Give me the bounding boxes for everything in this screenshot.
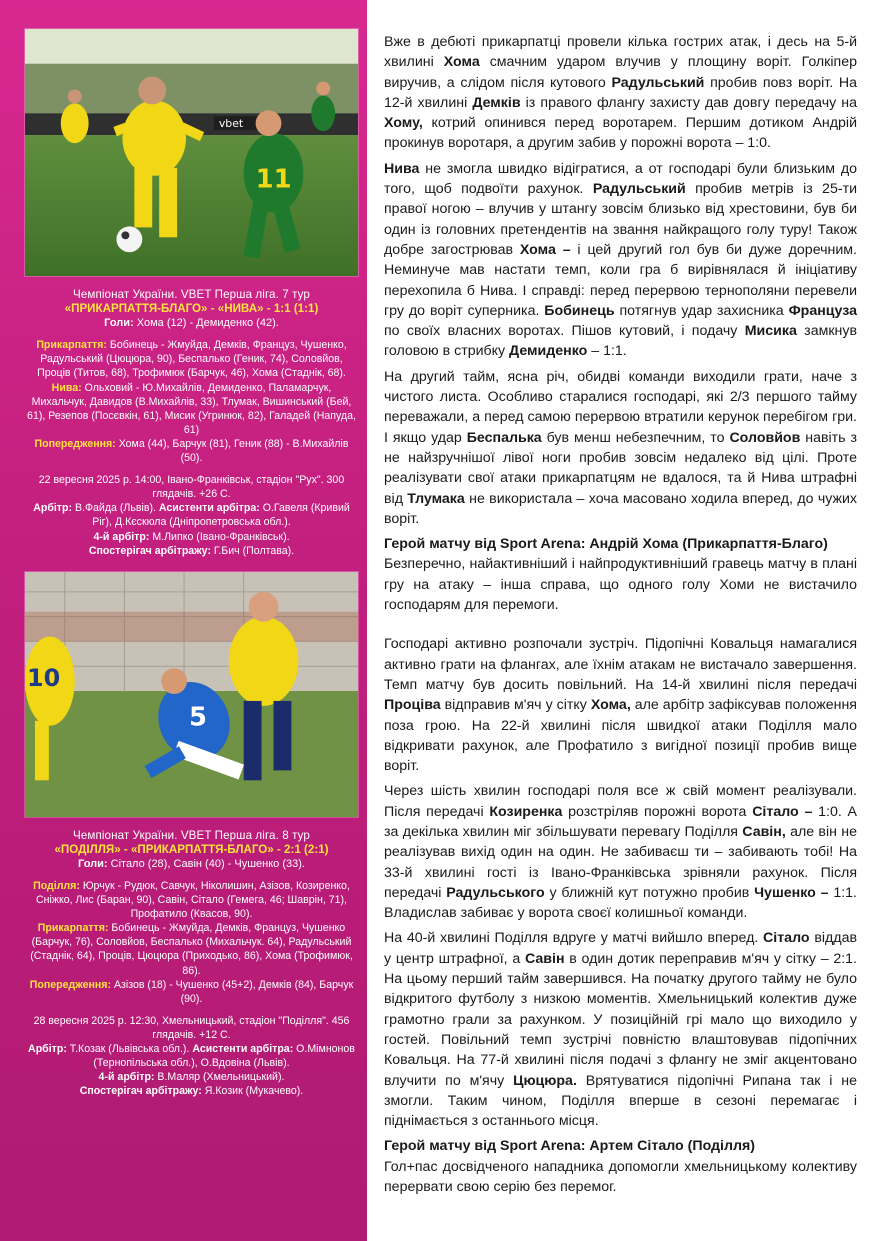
match2-referee-label: Арбітр: [28,1043,67,1055]
match1-observer-value: Г.Бич (Полтава). [213,544,295,557]
player-name: Тлумака [407,490,465,507]
player-name: Радульський [611,74,705,91]
player-name: Француза [788,302,857,319]
match2-observer [24,1084,359,1098]
article1-paragraph: Вже в дебюті прикарпатці провели кілька гострих атак, і десь на 5-й хвилині Хома смачним ударом влучив у площину воріт. Голкіпер виручив, а слідом після кутового Радульський пробив повз воріт. На 12-й хвилині Демків із правого флангу захисту дав довгу передачу на Хому, котрий опинився перед воротарем. Першим дотиком Андрій прокинув воротаря, а другим забив у порожні ворота – 1:0. [384,34,857,152]
match2-score: «ПОДІЛЛЯ» - «ПРИКАРПАТТЯ-БЛАГО» - 2:1 (2:1) [54,842,329,856]
match1-warnings-label: Попередження: [34,437,116,450]
match1-referee-label: Арбітр: [33,502,72,515]
match1-goals-label: Голи: [104,317,134,330]
player-name: Козиренка [489,803,563,820]
player-name: Цюцюра. [513,1072,577,1089]
match2-team2-label: Прикарпаття: [37,922,109,935]
match1-warnings-value: Хома (44), Барчук (81), Геник (88) - В.Михайлів (50). [118,437,349,465]
match2-photo [24,571,359,818]
match1-team2-label: Нива: [51,381,82,394]
player-name: Савін [524,950,565,967]
article2-hero-title: Герой матчу від Sport Arena: Артем Сітало (Поділля) [384,1138,756,1155]
player-name: Чушенко – [754,884,834,901]
match2-observer-value: Я.Козик (Мукачево). [204,1085,304,1098]
match1-team2-players: Ольховий - Ю.Михайлів, Демиденко, Паламарчук, Михальчук, Давидов (В.Михайлів, 33), Тлумак, Вишинський (Бей, 61), Резепов (Посєвкін, 61), Мисик (Угринюк, 82), Галадей (Напуда, 61) [27,381,356,436]
match2-assistants-label: Асистенти арбітра: [192,1043,294,1055]
match1-team1-lineup [24,338,359,380]
match1-assistants: О.Гавеля (Кривий Ріг), Д.Кєскюла (Дніпропетровська обл.). [92,502,350,529]
player-name: Демків [472,94,521,111]
match1-details [24,473,359,558]
player-name: Мисика [744,323,797,340]
article2-paragraph: Господарі активно розпочали зустріч. Підопічні Ковальця намагалися активно грати на флангах, але їхнім атакам не вистачало завершення. Темп матчу був досить повільний. На 14-й хвилині після передачі Проціва відправив м'яч у сітку Хома, але арбітр зафіксував положення поза грою. На 22-й хвилині після швидкої атаки Поділля мало відкривати рахунок, але Профатило з вигідної позиції пробив вище воріт. [384,636,857,775]
match2-details [24,1014,359,1099]
player-name: Проціва [384,697,441,714]
jersey-number-right: 5 [189,702,207,733]
article1-hero-title: Герой матчу від Sport Arena: Андрій Хома (Прикарпаття-Благо) [384,536,828,553]
player-name: Савін, [742,823,786,840]
sponsor-board-text: vbet [218,117,244,131]
match2-warnings-value: Азізов (18) - Чушенко (45+2), Демків (84), Барчук (90). [113,978,354,1005]
match2-lineups [24,879,359,1006]
match1-referees [24,501,359,529]
match-info-sidebar [0,0,367,1241]
match1-photo [24,28,359,277]
match2-fourth-label: 4-й арбітр: [98,1071,155,1084]
match1-photo-illustration [25,29,358,276]
match2-team2-players: Бобинець - Жмуйда, Демків, Француз, Чушенко (Барчук, 76), Соловйов, Беспалько (Михальчук. 64), Радульський (Стаднік, 64), Проців, Цюцюра (Приходько, 86), Хома (Трофимюк, 86). [30,922,353,977]
match1-score: «ПРИКАРПАТТЯ-БЛАГО» - «НИВА» - 1:1 (1:1) [64,302,319,316]
article2-hero-text: Гол+пас досвідченого нападника допомогли хмельницькому колективу перервати свою серію без перемог. [384,1158,857,1196]
match1-fourth-official [24,530,359,544]
match2-goals-value: Сітало (28), Савін (40) - Чушенко (33). [110,857,305,870]
player-name: Сітало – [752,803,819,820]
jersey-number: 11 [255,164,292,195]
match2-fourth: В.Маляр (Хмельницький). [157,1071,285,1084]
article2-paragraph: На 40-й хвилині Поділля вдруге у матчі вийшло вперед. Сітало віддав у центр штрафної, а Савін в один дотик переправив м'яч у сітку – 2:1. На цьому перший тайм завершився. На початку другого тайму не було відкритого футболу з низкою моментів. Хмельницький колектив дуже грамотно грали за рахунком. У позиційній грі мало що виходило у гостей. Повільний темп зустрічі повністю влаштовував підопічних Ковальця. На 77-й хвилині після подачі з флангу не зміг акцентовано влучити по м'ячу Цюцюра. Врятуватися підопічні Рипана так і не змогли. Таким чином, Поділля вперше в сезоні перемагає і піднімається з останнього місця. [384,930,857,1130]
article2-paragraph: Через шість хвилин господарі поля все ж свій момент реалізували. Після передачі Козиренка розстріляв порожні ворота Сітало – 1:0. А за декілька хвилин міг збільшувати перевагу Поділля Савін, але він не реалізував вихід один на один. Не забиваєш ти – забивають тобі! На 33-й хвилині гості із Івано-Франківська зрівняли рахунок. Після передачі Радульського у ближній кут потужно пробив Чушенко – 1:1. Владислав забиває у ворота своєї колишньої команди. [384,783,858,922]
player-name: Бобинець [544,302,615,319]
player-name: Хома [443,54,480,71]
match2-photo-illustration [25,572,358,817]
match1-goals [24,316,359,330]
article-column [384,32,857,1202]
match1-lineups [24,338,359,465]
match1-observer-label: Спостерігач арбітражу: [88,544,211,557]
player-name: Хома, [590,697,631,714]
match1-date-venue: 22 вересня 2025 р. 14:00, Івано-Франківськ, стадіон "Рух". 300 глядачів. +26 С. [38,474,345,501]
player-name: Хома – [519,241,571,258]
match1-assistants-label: Асистенти арбітра: [158,502,260,515]
match1-goals-value: Хома (12) - Демиденко (42). [136,317,279,330]
jersey-number-left: 10 [26,663,61,692]
player-name: Демиденко [509,343,588,360]
match2-info [24,829,359,1099]
player-name: Нива [384,160,420,177]
match2-warnings-label: Попередження: [29,978,111,991]
player-name: Радульського [446,884,545,901]
match1-team1-label: Прикарпаття: [36,339,107,352]
match2-goals [24,857,359,871]
match2-fourth-official [24,1070,359,1084]
match2-referees [24,1042,359,1070]
match2-goals-label: Голи: [78,857,108,870]
player-name: Хому, [384,115,423,132]
match2-team1-players: Юрчук - Рудюк, Савчук, Ніколишин, Азізов, Козиренко, Сніжко, Лис (Баран, 90), Савін, Сітало (Гемега, 46; Шаврін, 71), Профатило (Квасов, 90). [36,879,350,921]
article1-paragraph: Нива не змогла швидко відігратися, а от господарі були близьким до того, щоб подвоїти рахунок. Радульський пробив метрів із 25-ти правої ногою – влучив у штангу зовсім близько від хрестовини, був би один із головних претендентів на звання найкращого голу туру! Також добре загострював Хома – і цей другий гол був би дуже доречним. Неминуче мав настати темп, коли гра б вирівнялася й ініціативу перехопила б Нива. І справді: перед перервою тернополяни перевели гру до воріт суперника. Бобинець потягнув удар захисника Француза по своїх власних воротах. Пішов кутовий, і подачу Мисика замкнув головою в стрибку Демиденко – 1:1. [384,160,858,360]
match1-info [24,288,359,558]
match2-team2-lineup [24,921,359,977]
player-name: Беспалька [466,429,542,446]
match2-referee: Т.Козак (Львівська обл.). [69,1043,190,1055]
match1-warnings [24,437,359,465]
match2-observer-label: Спостерігач арбітражу: [79,1085,202,1098]
match2-team1-lineup [24,879,359,921]
match1-observer [24,544,359,558]
match1-fourth: М.Липко (Івано-Франківськ). [152,530,290,543]
match1-referee: В.Файда (Львів). [74,502,156,515]
match1-fourth-label: 4-й арбітр: [93,530,150,543]
article-separator [384,620,857,634]
article1-hero-text: Безперечно, найактивніший і найпродуктивніший гравець матчу в плані гру на атаку – інша справа, що одного голу Хоми не вистачило господарям для перемоги. [384,556,857,614]
match2-date-venue: 28 вересня 2025 р. 12:30, Хмельницький, стадіон "Поділля". 456 глядачів. +12 С. [33,1014,350,1041]
match2-assistants: О.Мімнонов (Тернопільська обл.), О.Вдовіна (Львів). [93,1043,355,1070]
match2-championship: Чемпіонат України. VBET Перша ліга. 8 тур [73,828,310,842]
match2-warnings [24,978,359,1006]
player-name: Сітало [763,930,810,947]
match1-team1-players: Бобинець - Жмуйда, Демків, Француз, Чушенко, Радульський (Цюцюра, 90), Беспалько (Геник, 74), Соловйов, Проців (Титов, 68), Трофимюк (Барчук, 46), Хома (Стаднік, 68). [37,339,347,380]
player-name: Радульський [592,181,686,198]
article1-paragraph: На другий тайм, ясна річ, обидві команди виходили грати, наче з чистого листа. Особливо старалися господарі, які 2/3 першого тайму переважали, а перед самою перервою втратили керунок перебігом гри. І якщо удар Беспалька був менш небезпечним, то Соловйов навіть з не найзручнішої лівої ноги пробив зовсім недалеко від цілі. Проте реалізувати свої атаки прикарпатцям не вдалося, та й Нива штрафні від Тлумака не використала – хоча масовано ходила вперед, до чужих воріт. [384,368,857,527]
player-name: Соловйов [729,429,801,446]
match2-team1-label: Поділля: [33,879,80,892]
match1-championship: Чемпіонат України. VBET Перша ліга. 7 тур [73,288,310,301]
match1-team2-lineup [24,381,359,437]
